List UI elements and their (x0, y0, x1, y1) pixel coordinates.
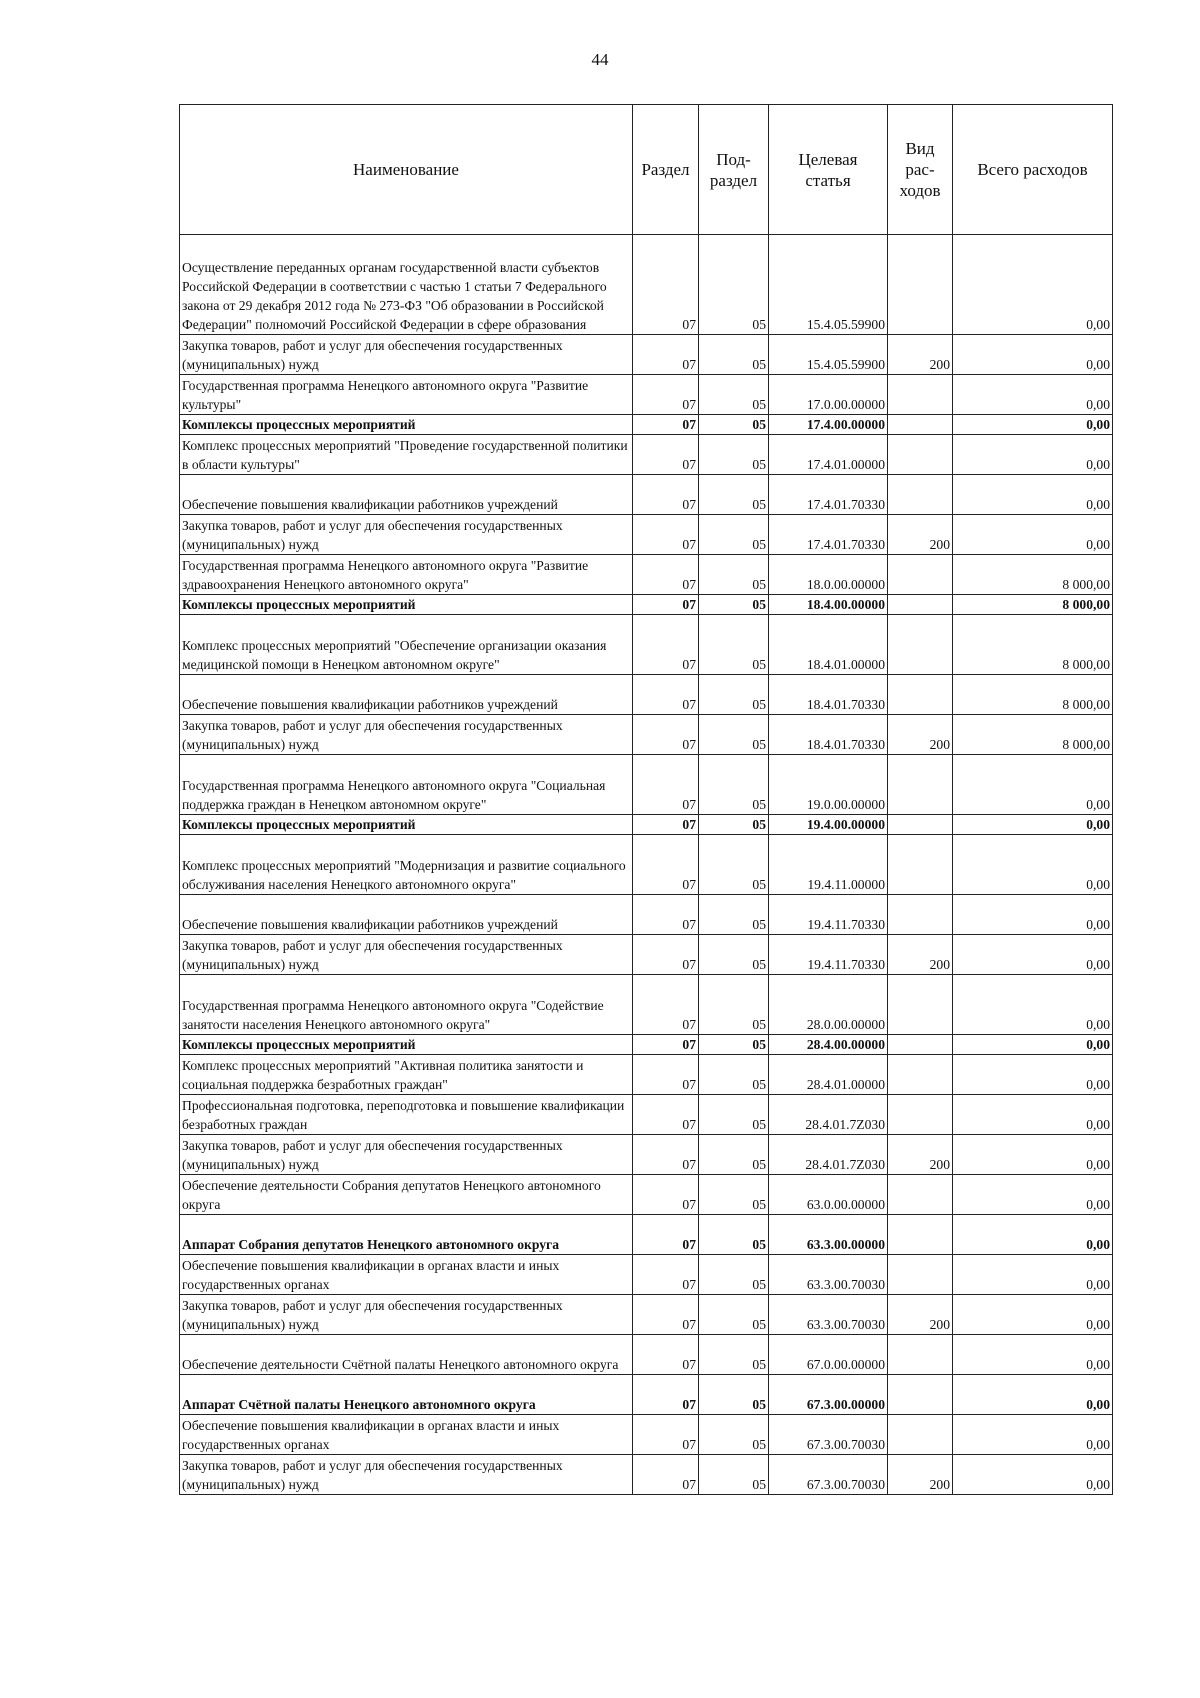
cell-total: 8 000,00 (953, 595, 1113, 615)
cell-target: 15.4.05.59900 (769, 335, 888, 375)
cell-target: 18.4.01.00000 (769, 615, 888, 675)
cell-subsection: 05 (699, 1035, 769, 1055)
cell-subsection: 05 (699, 715, 769, 755)
cell-section: 07 (633, 1215, 699, 1255)
cell-name: Закупка товаров, работ и услуг для обеспечения государственных (муниципальных) нужд (180, 1455, 633, 1495)
cell-section: 07 (633, 1255, 699, 1295)
table-row (180, 815, 1113, 835)
cell-subsection: 05 (699, 1215, 769, 1255)
cell-subsection: 05 (699, 415, 769, 435)
table-row (180, 1035, 1113, 1055)
table-row (180, 1135, 1113, 1175)
cell-section: 07 (633, 895, 699, 935)
cell-subsection: 05 (699, 1335, 769, 1375)
table-row (180, 1295, 1113, 1335)
cell-section: 07 (633, 935, 699, 975)
cell-target: 15.4.05.59900 (769, 235, 888, 335)
table-row (180, 935, 1113, 975)
cell-name: Государственная программа Ненецкого автономного округа "Развитие здравоохранения Ненецкого автономного округа" (180, 555, 633, 595)
cell-subsection: 05 (699, 1055, 769, 1095)
cell-kind (888, 1335, 953, 1375)
cell-kind (888, 895, 953, 935)
cell-total: 0,00 (953, 1295, 1113, 1335)
table-body (180, 235, 1113, 1495)
cell-subsection: 05 (699, 935, 769, 975)
cell-name: Комплексы процессных мероприятий (180, 1035, 633, 1055)
cell-subsection: 05 (699, 615, 769, 675)
cell-total: 0,00 (953, 1415, 1113, 1455)
cell-total: 0,00 (953, 435, 1113, 475)
cell-target: 63.3.00.00000 (769, 1215, 888, 1255)
cell-target: 28.0.00.00000 (769, 975, 888, 1035)
cell-section: 07 (633, 1375, 699, 1415)
cell-total: 0,00 (953, 755, 1113, 815)
cell-subsection: 05 (699, 1375, 769, 1415)
cell-target: 28.4.01.7Z030 (769, 1095, 888, 1135)
cell-section: 07 (633, 1055, 699, 1095)
cell-total: 0,00 (953, 1215, 1113, 1255)
cell-name: Закупка товаров, работ и услуг для обеспечения государственных (муниципальных) нужд (180, 515, 633, 555)
cell-total: 0,00 (953, 1135, 1113, 1175)
cell-kind (888, 1095, 953, 1135)
cell-target: 17.4.00.00000 (769, 415, 888, 435)
cell-subsection: 05 (699, 675, 769, 715)
cell-target: 28.4.01.7Z030 (769, 1135, 888, 1175)
cell-name: Закупка товаров, работ и услуг для обеспечения государственных (муниципальных) нужд (180, 335, 633, 375)
cell-subsection: 05 (699, 835, 769, 895)
cell-target: 28.4.00.00000 (769, 1035, 888, 1055)
table-row (180, 715, 1113, 755)
table-row (180, 1415, 1113, 1455)
header-kind: Вид рас- ходов (888, 105, 953, 235)
cell-section: 07 (633, 975, 699, 1035)
cell-kind (888, 835, 953, 895)
cell-target: 63.0.00.00000 (769, 1175, 888, 1215)
cell-total: 0,00 (953, 1455, 1113, 1495)
cell-section: 07 (633, 1135, 699, 1175)
cell-total: 0,00 (953, 1335, 1113, 1375)
cell-subsection: 05 (699, 435, 769, 475)
cell-kind (888, 1375, 953, 1415)
header-name: Наименование (180, 105, 633, 235)
cell-subsection: 05 (699, 595, 769, 615)
cell-subsection: 05 (699, 1175, 769, 1215)
cell-section: 07 (633, 375, 699, 415)
cell-kind (888, 975, 953, 1035)
cell-target: 67.3.00.70030 (769, 1455, 888, 1495)
cell-section: 07 (633, 615, 699, 675)
cell-name: Аппарат Собрания депутатов Ненецкого автономного округа (180, 1215, 633, 1255)
header-subsection: Под- раздел (699, 105, 769, 235)
table-header-row (180, 105, 1113, 235)
header-total: Всего расходов (953, 105, 1113, 235)
cell-target: 19.4.11.70330 (769, 895, 888, 935)
cell-section: 07 (633, 1035, 699, 1055)
table-row (180, 675, 1113, 715)
cell-target: 18.4.01.70330 (769, 675, 888, 715)
cell-section: 07 (633, 235, 699, 335)
cell-name: Обеспечение повышения квалификации работников учреждений (180, 895, 633, 935)
cell-subsection: 05 (699, 235, 769, 335)
cell-name: Обеспечение повышения квалификации работников учреждений (180, 475, 633, 515)
cell-name: Обеспечение повышения квалификации в органах власти и иных государственных органах (180, 1255, 633, 1295)
cell-target: 19.0.00.00000 (769, 755, 888, 815)
cell-subsection: 05 (699, 755, 769, 815)
cell-kind (888, 1415, 953, 1455)
table-row (180, 1335, 1113, 1375)
cell-name: Закупка товаров, работ и услуг для обеспечения государственных (муниципальных) нужд (180, 935, 633, 975)
cell-name: Государственная программа Ненецкого автономного округа "Социальная поддержка граждан в Ненецком автономном округе" (180, 755, 633, 815)
cell-name: Комплекс процессных мероприятий "Обеспечение организации оказания медицинской помощи в Ненецком автономном округе" (180, 615, 633, 675)
cell-name: Комплекс процессных мероприятий "Активная политика занятости и социальная поддержка безработных граждан" (180, 1055, 633, 1095)
cell-name: Государственная программа Ненецкого автономного округа "Содействие занятости населения Ненецкого автономного округа" (180, 975, 633, 1035)
cell-name: Комплекс процессных мероприятий "Проведение государственной политики в области культуры" (180, 435, 633, 475)
table-row (180, 1255, 1113, 1295)
table-row (180, 435, 1113, 475)
cell-target: 19.4.00.00000 (769, 815, 888, 835)
cell-section: 07 (633, 675, 699, 715)
cell-total: 0,00 (953, 335, 1113, 375)
cell-target: 17.0.00.00000 (769, 375, 888, 415)
cell-name: Обеспечение повышения квалификации работников учреждений (180, 675, 633, 715)
cell-kind (888, 435, 953, 475)
table-row (180, 375, 1113, 415)
cell-target: 63.3.00.70030 (769, 1295, 888, 1335)
table-row (180, 475, 1113, 515)
table-row (180, 755, 1113, 815)
cell-subsection: 05 (699, 555, 769, 595)
table-row (180, 1375, 1113, 1415)
cell-section: 07 (633, 1415, 699, 1455)
page-number: 44 (591, 50, 609, 69)
table-row (180, 555, 1113, 595)
cell-section: 07 (633, 715, 699, 755)
cell-kind (888, 615, 953, 675)
cell-subsection: 05 (699, 1135, 769, 1175)
cell-kind (888, 375, 953, 415)
cell-target: 17.4.01.70330 (769, 515, 888, 555)
cell-name: Комплекс процессных мероприятий "Модернизация и развитие социального обслуживания населения Ненецкого автономного округа" (180, 835, 633, 895)
cell-total: 0,00 (953, 835, 1113, 895)
cell-section: 07 (633, 1455, 699, 1495)
cell-kind (888, 475, 953, 515)
cell-subsection: 05 (699, 475, 769, 515)
cell-subsection: 05 (699, 1415, 769, 1455)
cell-subsection: 05 (699, 975, 769, 1035)
cell-kind: 200 (888, 935, 953, 975)
table-row (180, 1455, 1113, 1495)
cell-name: Закупка товаров, работ и услуг для обеспечения государственных (муниципальных) нужд (180, 1135, 633, 1175)
header-target: Целевая статья (769, 105, 888, 235)
cell-section: 07 (633, 1095, 699, 1135)
cell-kind (888, 415, 953, 435)
cell-total: 0,00 (953, 1175, 1113, 1215)
cell-name: Закупка товаров, работ и услуг для обеспечения государственных (муниципальных) нужд (180, 715, 633, 755)
cell-total: 0,00 (953, 935, 1113, 975)
cell-section: 07 (633, 555, 699, 595)
cell-name: Комплексы процессных мероприятий (180, 415, 633, 435)
cell-section: 07 (633, 335, 699, 375)
cell-total: 0,00 (953, 815, 1113, 835)
table-row (180, 515, 1113, 555)
cell-subsection: 05 (699, 515, 769, 555)
cell-subsection: 05 (699, 815, 769, 835)
cell-name: Закупка товаров, работ и услуг для обеспечения государственных (муниципальных) нужд (180, 1295, 633, 1335)
table-row (180, 235, 1113, 335)
cell-total: 0,00 (953, 975, 1113, 1035)
cell-subsection: 05 (699, 1095, 769, 1135)
cell-kind: 200 (888, 1135, 953, 1175)
cell-target: 67.3.00.70030 (769, 1415, 888, 1455)
cell-kind (888, 1255, 953, 1295)
cell-section: 07 (633, 435, 699, 475)
cell-section: 07 (633, 835, 699, 895)
table-row (180, 975, 1113, 1035)
cell-section: 07 (633, 1175, 699, 1215)
cell-target: 63.3.00.70030 (769, 1255, 888, 1295)
cell-name: Осуществление переданных органам государственной власти субъектов Российской Федерации в соответствии с частью 1 статьи 7 Федерального закона от 29 декабря 2012 года № 273-ФЗ "Об образовании в Российской Федерации" полномочий Российской Федерации в сфере образования (180, 235, 633, 335)
cell-subsection: 05 (699, 1255, 769, 1295)
cell-total: 8 000,00 (953, 715, 1113, 755)
cell-target: 19.4.11.00000 (769, 835, 888, 895)
cell-name: Обеспечение деятельности Счётной палаты Ненецкого автономного округа (180, 1335, 633, 1375)
cell-target: 28.4.01.00000 (769, 1055, 888, 1095)
cell-total: 8 000,00 (953, 615, 1113, 675)
cell-section: 07 (633, 515, 699, 555)
cell-total: 0,00 (953, 1255, 1113, 1295)
cell-total: 0,00 (953, 895, 1113, 935)
cell-target: 67.0.00.00000 (769, 1335, 888, 1375)
cell-subsection: 05 (699, 375, 769, 415)
expenditure-table (179, 104, 1113, 1495)
cell-kind: 200 (888, 1295, 953, 1335)
cell-total: 0,00 (953, 415, 1113, 435)
cell-total: 0,00 (953, 235, 1113, 335)
cell-subsection: 05 (699, 1295, 769, 1335)
cell-kind: 200 (888, 515, 953, 555)
cell-target: 17.4.01.70330 (769, 475, 888, 515)
cell-section: 07 (633, 815, 699, 835)
cell-name: Аппарат Счётной палаты Ненецкого автономного округа (180, 1375, 633, 1415)
cell-kind: 200 (888, 715, 953, 755)
table-row (180, 1175, 1113, 1215)
cell-subsection: 05 (699, 895, 769, 935)
cell-kind (888, 1055, 953, 1095)
cell-kind (888, 675, 953, 715)
cell-kind: 200 (888, 1455, 953, 1495)
cell-name: Обеспечение повышения квалификации в органах власти и иных государственных органах (180, 1415, 633, 1455)
table-row (180, 335, 1113, 375)
cell-target: 67.3.00.00000 (769, 1375, 888, 1415)
cell-total: 0,00 (953, 375, 1113, 415)
table-row (180, 1095, 1113, 1135)
cell-target: 18.4.01.70330 (769, 715, 888, 755)
cell-name: Комплексы процессных мероприятий (180, 815, 633, 835)
cell-total: 0,00 (953, 1375, 1113, 1415)
cell-total: 0,00 (953, 1055, 1113, 1095)
cell-name: Обеспечение деятельности Собрания депутатов Ненецкого автономного округа (180, 1175, 633, 1215)
cell-kind (888, 1175, 953, 1215)
cell-kind (888, 815, 953, 835)
cell-section: 07 (633, 1295, 699, 1335)
table-row (180, 835, 1113, 895)
cell-kind (888, 555, 953, 595)
cell-kind (888, 595, 953, 615)
cell-name: Комплексы процессных мероприятий (180, 595, 633, 615)
cell-subsection: 05 (699, 1455, 769, 1495)
cell-section: 07 (633, 475, 699, 515)
cell-target: 18.4.00.00000 (769, 595, 888, 615)
table-row (180, 1215, 1113, 1255)
cell-kind (888, 755, 953, 815)
table-row (180, 615, 1113, 675)
header-section: Раздел (633, 105, 699, 235)
cell-total: 0,00 (953, 475, 1113, 515)
cell-total: 0,00 (953, 515, 1113, 555)
cell-kind: 200 (888, 335, 953, 375)
cell-name: Государственная программа Ненецкого автономного округа "Развитие культуры" (180, 375, 633, 415)
cell-total: 0,00 (953, 1095, 1113, 1135)
table-row (180, 595, 1113, 615)
cell-kind (888, 235, 953, 335)
cell-section: 07 (633, 595, 699, 615)
cell-section: 07 (633, 415, 699, 435)
cell-section: 07 (633, 755, 699, 815)
cell-total: 0,00 (953, 1035, 1113, 1055)
cell-target: 18.0.00.00000 (769, 555, 888, 595)
table-row (180, 895, 1113, 935)
cell-total: 8 000,00 (953, 555, 1113, 595)
cell-total: 8 000,00 (953, 675, 1113, 715)
table-row (180, 1055, 1113, 1095)
table-row (180, 415, 1113, 435)
cell-target: 19.4.11.70330 (769, 935, 888, 975)
cell-target: 17.4.01.00000 (769, 435, 888, 475)
cell-name: Профессиональная подготовка, переподготовка и повышение квалификации безработных граждан (180, 1095, 633, 1135)
cell-subsection: 05 (699, 335, 769, 375)
cell-kind (888, 1215, 953, 1255)
cell-kind (888, 1035, 953, 1055)
cell-section: 07 (633, 1335, 699, 1375)
